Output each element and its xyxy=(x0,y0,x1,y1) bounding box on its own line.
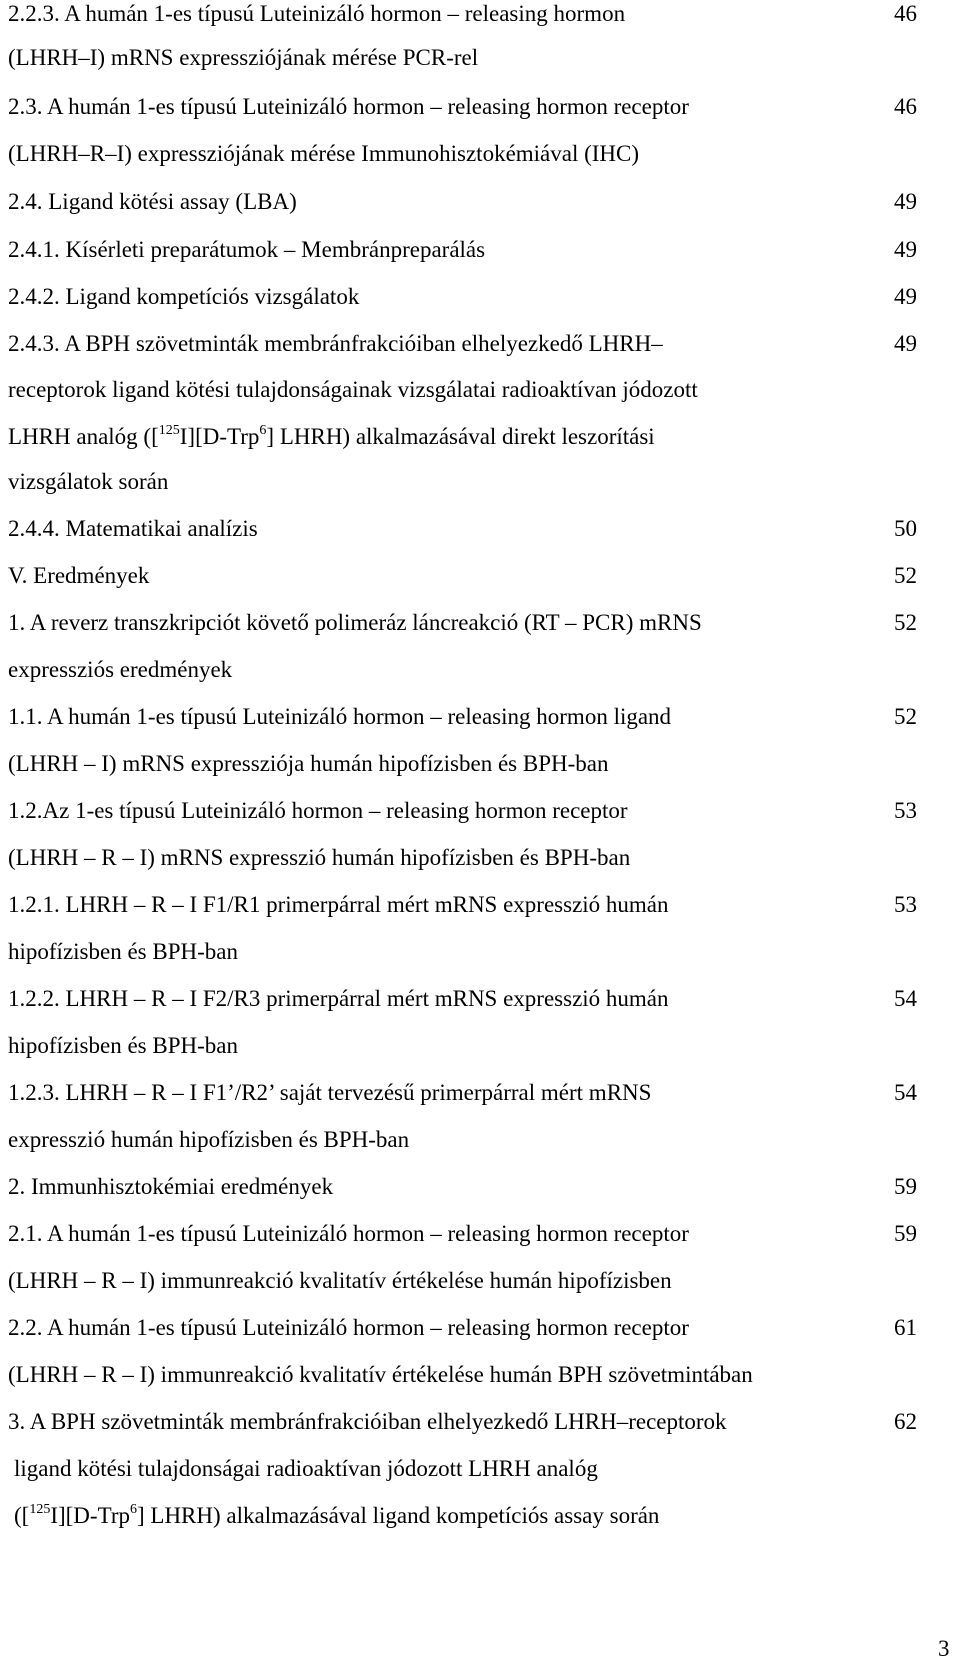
toc-entry-text: 1.2.1. LHRH – R – I F1/R1 primerpárral mért mRNS expresszió humán xyxy=(8,892,669,917)
toc-line xyxy=(8,235,960,265)
toc-line xyxy=(8,187,960,217)
toc-line xyxy=(8,1031,960,1061)
toc-entry-text: expressziós eredmények xyxy=(8,657,233,682)
toc-line xyxy=(8,937,960,967)
toc-entry-text xyxy=(8,422,655,456)
toc-entry-text: 2.4.4. Matematikai analízis xyxy=(8,516,258,541)
toc-entry-text: 2.2. A humán 1-es típusú Luteinizáló hormon – releasing hormon receptor xyxy=(8,1315,689,1340)
toc-entry-text: (LHRH–R–I) expressziójának mérése Immunohisztokémiával (IHC) xyxy=(8,141,640,166)
toc-entry-page: 53 xyxy=(894,798,917,823)
text-segment: LHRH analóg ([ xyxy=(8,424,159,449)
toc-line xyxy=(8,1125,960,1155)
toc-line xyxy=(8,1407,960,1437)
toc-entry-text: 3. A BPH szövetminták membránfrakcióiban elhelyezkedő LHRH–receptorok xyxy=(8,1409,727,1434)
toc-entry-page: 49 xyxy=(894,189,917,214)
toc-entry-text: expresszió humán hipofízisben és BPH-ban xyxy=(8,1127,410,1152)
toc-line xyxy=(8,422,960,452)
superscript: 6 xyxy=(129,1502,137,1517)
toc-entry-text: receptorok ligand kötési tulajdonságainak vizsgálatai radioaktívan jódozott xyxy=(8,377,698,402)
toc-entry-page: 46 xyxy=(894,94,917,119)
toc-line xyxy=(8,608,960,638)
toc-entry-text: V. Eredmények xyxy=(8,563,150,588)
text-segment: ] LHRH) alkalmazásával direkt leszorítási xyxy=(266,424,655,449)
toc-entry-text: (LHRH – R – I) immunreakció kvalitatív értékelése humán hipofízisben xyxy=(8,1268,672,1293)
toc-entry-page: 52 xyxy=(894,704,917,729)
toc-line xyxy=(8,1266,960,1296)
toc-entry-page: 50 xyxy=(894,516,917,541)
superscript: 125 xyxy=(158,423,180,438)
toc-entry-page: 54 xyxy=(894,1080,917,1105)
toc-entry-text: 2.4.2. Ligand kompetíciós vizsgálatok xyxy=(8,284,360,309)
toc-entry-page: 46 xyxy=(894,1,917,26)
text-segment: ([ xyxy=(14,1503,30,1528)
toc-line xyxy=(8,92,960,122)
toc-line xyxy=(8,329,960,359)
toc-entry-page: 54 xyxy=(894,986,917,1011)
superscript: 6 xyxy=(259,423,267,438)
toc-line xyxy=(8,1313,960,1343)
toc-entry-text: 2.2.3. A humán 1-es típusú Luteinizáló hormon – releasing hormon xyxy=(8,1,626,26)
toc-entry-page: 52 xyxy=(894,563,917,588)
text-segment: I][D-Trp xyxy=(50,1503,130,1528)
toc-entry-page: 62 xyxy=(894,1409,917,1434)
toc-entry-page: 49 xyxy=(894,331,917,356)
toc-entry-text xyxy=(14,1501,659,1535)
toc-entry-page: 49 xyxy=(894,237,917,262)
toc-entry-text: 1. A reverz transzkripciót követő polimeráz láncreakció (RT – PCR) mRNS xyxy=(8,610,702,635)
superscript: 125 xyxy=(29,1502,51,1517)
toc-line xyxy=(8,1454,960,1484)
toc-line xyxy=(8,467,960,497)
text-segment: ] LHRH) alkalmazásával ligand kompetíciós assay során xyxy=(136,1503,660,1528)
toc-entry-text: 2.4. Ligand kötési assay (LBA) xyxy=(8,189,297,214)
toc-entry-text: (LHRH–I) mRNS expressziójának mérése PCR-rel xyxy=(8,45,479,70)
toc-entry-text: 2.3. A humán 1-es típusú Luteinizáló hormon – releasing hormon receptor xyxy=(8,94,689,119)
toc-entry-text: (LHRH – I) mRNS expressziója humán hipofízisben és BPH-ban xyxy=(8,751,609,776)
toc-entry-text: 2.1. A humán 1-es típusú Luteinizáló hormon – releasing hormon receptor xyxy=(8,1221,689,1246)
toc-entry-page: 53 xyxy=(894,892,917,917)
toc-entry-text: 2.4.3. A BPH szövetminták membránfrakcióiban elhelyezkedő LHRH– xyxy=(8,331,663,356)
toc-line xyxy=(8,1172,960,1202)
toc-entry-text: (LHRH – R – I) mRNS expresszió humán hipofízisben és BPH-ban xyxy=(8,845,631,870)
toc-line xyxy=(8,375,960,405)
toc-line xyxy=(8,843,960,873)
toc-entry-text: 1.2.2. LHRH – R – I F2/R3 primerpárral mért mRNS expresszió humán xyxy=(8,986,669,1011)
toc-entry-page: 61 xyxy=(894,1315,917,1340)
toc-line xyxy=(8,561,960,591)
toc-line xyxy=(8,282,960,312)
toc-entry-text: hipofízisben és BPH-ban xyxy=(8,939,238,964)
toc-line xyxy=(8,890,960,920)
toc-line xyxy=(8,1501,960,1531)
toc-line xyxy=(8,43,960,73)
toc-entry-text: 1.2.Az 1-es típusú Luteinizáló hormon – releasing hormon receptor xyxy=(8,798,628,823)
text-segment: I][D-Trp xyxy=(179,424,260,449)
toc-line xyxy=(8,655,960,685)
toc-entry-text: hipofízisben és BPH-ban xyxy=(8,1033,238,1058)
toc-entry-text: vizsgálatok során xyxy=(8,469,169,494)
toc-line xyxy=(8,1360,960,1390)
toc-line xyxy=(8,796,960,826)
toc-entry-page: 59 xyxy=(894,1221,917,1246)
toc-line xyxy=(8,139,960,169)
toc-line xyxy=(8,984,960,1014)
toc-line xyxy=(8,1078,960,1108)
toc-line xyxy=(8,749,960,779)
page-number: 3 xyxy=(938,1636,950,1661)
toc-line xyxy=(8,0,960,29)
toc-entry-text: 1.2.3. LHRH – R – I F1’/R2’ saját tervezésű primerpárral mért mRNS xyxy=(8,1080,652,1105)
toc-entry-text: 2.4.1. Kísérleti preparátumok – Membránpreparálás xyxy=(8,237,486,262)
toc-entry-text: 2. Immunhisztokémiai eredmények xyxy=(8,1174,334,1199)
toc-line xyxy=(8,1219,960,1249)
toc-entry-page: 49 xyxy=(894,284,917,309)
toc-entry-page: 52 xyxy=(894,610,917,635)
toc-entry-text: 1.1. A humán 1-es típusú Luteinizáló hormon – releasing hormon ligand xyxy=(8,704,672,729)
toc-entry-text: (LHRH – R – I) immunreakció kvalitatív értékelése humán BPH szövetmintában xyxy=(8,1362,753,1387)
toc-entry-page: 59 xyxy=(894,1174,917,1199)
toc-line xyxy=(8,514,960,544)
toc-entry-text: ligand kötési tulajdonságai radioaktívan jódozott LHRH analóg xyxy=(14,1456,598,1481)
toc-line xyxy=(8,702,960,732)
